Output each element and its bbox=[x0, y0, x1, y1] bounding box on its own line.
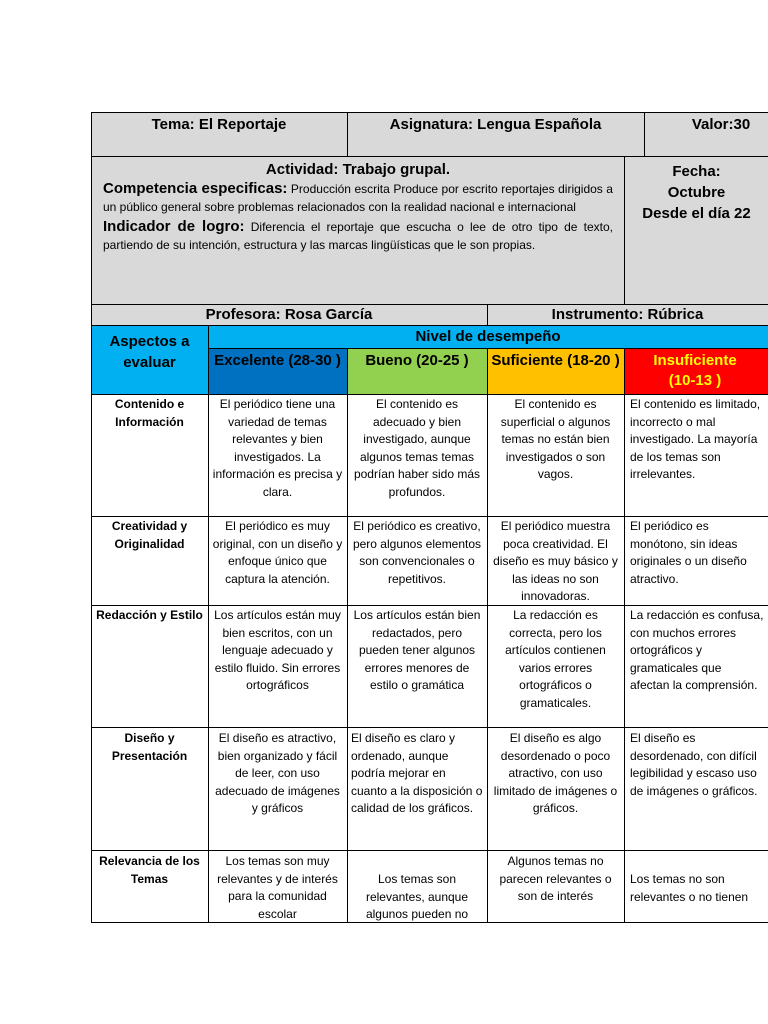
cell-redaccion-insuficiente: La redacción es confusa, con muchos errores ortográficos y gramaticales que afectan la comprensión. bbox=[630, 608, 764, 692]
fecha-label: Fecha: bbox=[672, 163, 721, 180]
cell-contenido-excelente: El periódico tiene una variedad de temas relevantes y bien investigados. La información es precisa y clara. bbox=[212, 397, 343, 499]
cell-creatividad-excelente: El periódico es muy original, con un diseño y enfoque único que captura la atención. bbox=[212, 519, 343, 586]
aspect-redaccion: Redacción y Estilo bbox=[96, 608, 203, 622]
level-excelente-label: Excelente (28-30 ) bbox=[214, 352, 341, 369]
cell-contenido-bueno: El contenido es adecuado y bien investigado, aunque algunos temas temas podrían haber sido más profundos. bbox=[353, 397, 481, 499]
grid-line bbox=[91, 112, 768, 113]
cell-diseno-insuficiente: El diseño es desordenado, con difícil legibilidad y escaso uso de imágenes o gráficos. bbox=[630, 731, 758, 798]
actividad-title: Actividad: Trabajo grupal. bbox=[265, 161, 451, 178]
grid-line bbox=[487, 348, 488, 923]
competencia-body: Producción escrita Produce por escrito reportajes dirigidos a un público general sobre problemas relacionados con la realidad nacional e internacional bbox=[103, 182, 613, 214]
instrumento-cell: Instrumento: Rúbrica bbox=[551, 306, 704, 323]
cell-creatividad-bueno: El periódico es creativo, pero algunos elementos son convencionales o repetitivos. bbox=[352, 519, 482, 586]
indicador-label: Indicador de logro: bbox=[103, 218, 245, 235]
cell-relevancia-excelente: Los temas son muy relevantes y de interés para la comunidad escolar bbox=[217, 854, 338, 921]
aspectos-label: Aspectos a evaluar bbox=[109, 333, 190, 371]
grid-line bbox=[487, 304, 488, 325]
cell-relevancia-bueno: Los temas son relevantes, aunque algunos pueden no bbox=[365, 872, 469, 921]
cell-relevancia-insuficiente: Los temas no son relevantes o no tienen bbox=[630, 872, 749, 904]
activity-block bbox=[103, 161, 613, 254]
valor-cell: Valor:30 bbox=[691, 116, 751, 133]
fecha-day: Desde el día 22 bbox=[642, 205, 751, 222]
cell-diseno-suficiente: El diseño es algo desordenado o poco atractivo, con uso limitado de imágenes o gráficos. bbox=[493, 731, 618, 815]
grid-line bbox=[91, 304, 768, 305]
grid-line bbox=[91, 516, 768, 517]
grid-line bbox=[208, 325, 209, 923]
fecha-block bbox=[625, 161, 768, 224]
grid-line bbox=[347, 348, 348, 923]
profesora-cell: Profesora: Rosa García bbox=[205, 306, 373, 323]
competencia-text bbox=[103, 180, 613, 216]
level-bueno-label: Bueno (20-25 ) bbox=[365, 352, 469, 369]
cell-diseno-bueno: El diseño es claro y ordenado, aunque podría mejorar en cuanto a la disposición o calidad de los gráficos. bbox=[351, 731, 483, 815]
grid-line bbox=[91, 850, 768, 851]
competencia-label: Competencia especificas: bbox=[103, 180, 288, 197]
grid-line bbox=[644, 112, 645, 156]
indicador-text bbox=[103, 218, 613, 254]
grid-line bbox=[208, 348, 768, 349]
cell-creatividad-suficiente: El periódico muestra poca creatividad. El diseño es muy básico y las ideas no son innovadoras. bbox=[493, 519, 618, 603]
aspect-relevancia: Relevancia de los Temas bbox=[99, 854, 200, 886]
cell-contenido-suficiente: El contenido es superficial o algunos temas no están bien investigados o son vagos. bbox=[500, 397, 611, 481]
cell-redaccion-excelente: Los artículos están muy bien escritos, con un lenguaje adecuado y estilo fluido. Sin errores ortográficos bbox=[214, 608, 341, 692]
aspect-creatividad: Creatividad y Originalidad bbox=[111, 519, 188, 551]
level-suficiente-label: Suficiente (18-20 ) bbox=[491, 352, 620, 369]
indicador-body: Diferencia el reportaje que escucha o lee de otro tipo de texto, partiendo de su intención, estructura y las marcas lingüísticas que le son propias. bbox=[103, 220, 613, 252]
cell-creatividad-insuficiente: El periódico es monótono, sin ideas originales o un diseño atractivo. bbox=[630, 519, 747, 586]
cell-relevancia-suficiente: Algunos temas no parecen relevantes o son de interés bbox=[499, 854, 612, 903]
aspect-contenido: Contenido e Información bbox=[114, 397, 185, 429]
grid-line bbox=[347, 112, 348, 156]
grid-line bbox=[91, 112, 92, 923]
grid-line bbox=[91, 605, 768, 606]
grid-line bbox=[91, 922, 768, 923]
grid-line bbox=[91, 325, 768, 326]
asignatura-cell: Asignatura: Lengua Española bbox=[389, 116, 602, 133]
grid-line bbox=[91, 727, 768, 728]
grid-line bbox=[624, 156, 625, 304]
aspect-diseno: Diseño y Presentación bbox=[111, 731, 188, 763]
grid-line bbox=[624, 348, 625, 923]
cell-redaccion-suficiente: La redacción es correcta, pero los artículos contienen varios errores ortográficos o gramaticales. bbox=[505, 608, 606, 710]
nivel-label: Nivel de desempeño bbox=[415, 328, 561, 345]
cell-redaccion-bueno: Los artículos están bien redactados, pero pueden tener algunos errores menores de estilo o gramática bbox=[353, 608, 481, 692]
grid-line bbox=[91, 394, 768, 395]
fecha-month: Octubre bbox=[667, 184, 726, 201]
grid-line bbox=[91, 156, 768, 157]
tema-cell: Tema: El Reportaje bbox=[151, 116, 287, 133]
cell-diseno-excelente: El diseño es atractivo, bien organizado y fácil de leer, con uso adecuado de imágenes y gráficos bbox=[215, 731, 340, 815]
cell-contenido-insuficiente: El contenido es limitado, incorrecto o mal investigado. La mayoría de los temas son irrelevantes. bbox=[630, 397, 761, 481]
level-insuficiente-label: Insuficiente (10-13 ) bbox=[653, 352, 737, 389]
